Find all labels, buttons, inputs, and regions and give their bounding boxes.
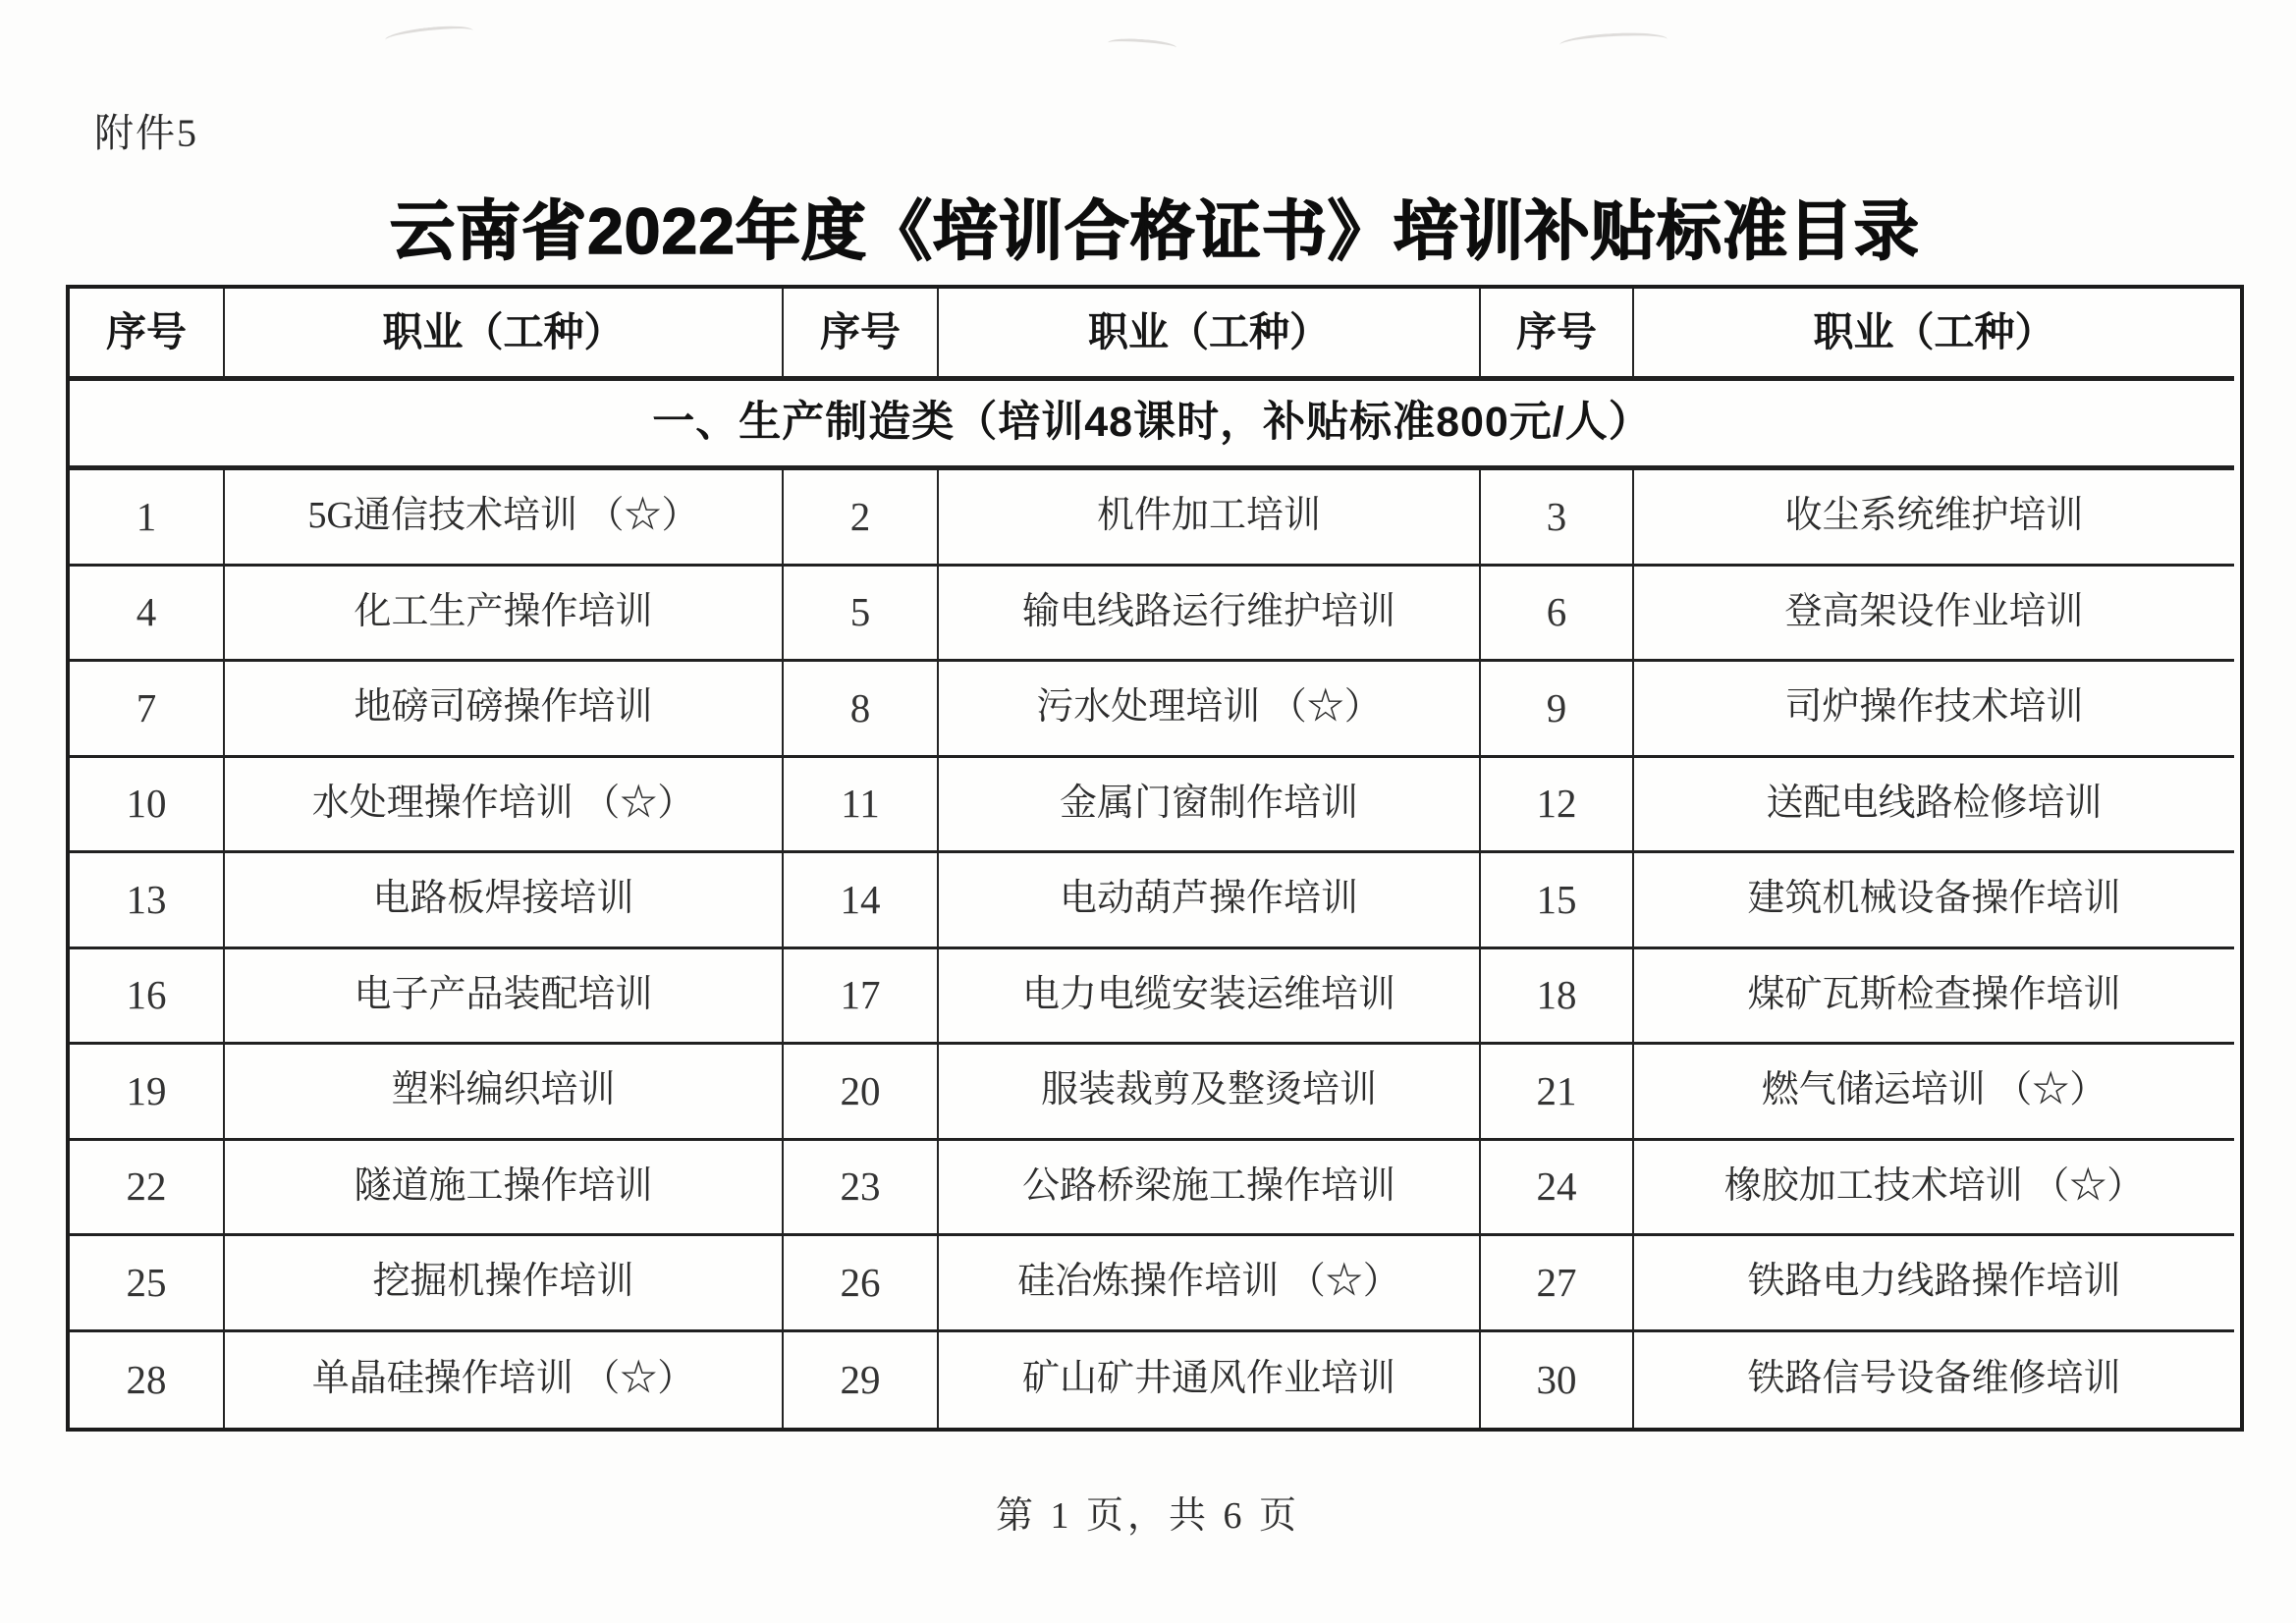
row-no: 4 — [70, 567, 225, 663]
row-no: 29 — [784, 1332, 939, 1429]
row-no: 12 — [1481, 758, 1634, 854]
row-occupation: 水处理操作培训 （☆） — [225, 758, 784, 854]
subsidy-catalog-table — [66, 285, 2244, 1432]
column-header-no-3: 序号 — [1481, 289, 1634, 381]
section-header-manufacturing: 一、生产制造类（培训48课时，补贴标准800元/人） — [70, 381, 2234, 470]
row-no: 2 — [784, 470, 939, 567]
row-no: 20 — [784, 1045, 939, 1141]
row-occupation: 公路桥梁施工操作培训 — [939, 1141, 1481, 1237]
row-no: 6 — [1481, 567, 1634, 663]
row-no: 19 — [70, 1045, 225, 1141]
row-no: 1 — [70, 470, 225, 567]
page-title: 云南省2022年度《培训合格证书》培训补贴标准目录 — [390, 194, 1920, 267]
row-occupation: 隧道施工操作培训 — [225, 1141, 784, 1237]
column-header-occupation-2: 职业（工种） — [939, 289, 1481, 381]
row-occupation: 电路板焊接培训 — [225, 853, 784, 949]
row-occupation: 机件加工培训 — [939, 470, 1481, 567]
row-no: 26 — [784, 1236, 939, 1332]
row-no: 27 — [1481, 1236, 1634, 1332]
column-header-occupation-1: 职业（工种） — [225, 289, 784, 381]
row-no: 10 — [70, 758, 225, 854]
row-occupation: 建筑机械设备操作培训 — [1634, 853, 2234, 949]
row-no: 13 — [70, 853, 225, 949]
row-occupation: 司炉操作技术培训 — [1634, 662, 2234, 758]
row-occupation: 金属门窗制作培训 — [939, 758, 1481, 854]
row-occupation: 塑料编织培训 — [225, 1045, 784, 1141]
row-occupation: 送配电线路检修培训 — [1634, 758, 2234, 854]
row-no: 9 — [1481, 662, 1634, 758]
page-number: 第 1 页，共 6 页 — [995, 1495, 1300, 1537]
row-no: 25 — [70, 1236, 225, 1332]
column-header-occupation-3: 职业（工种） — [1634, 289, 2234, 381]
row-no: 15 — [1481, 853, 1634, 949]
row-occupation: 矿山矿井通风作业培训 — [939, 1332, 1481, 1429]
row-no: 3 — [1481, 470, 1634, 567]
row-no: 28 — [70, 1332, 225, 1429]
row-occupation: 挖掘机操作培训 — [225, 1236, 784, 1332]
column-header-no-2: 序号 — [784, 289, 939, 381]
row-occupation: 服装裁剪及整烫培训 — [939, 1045, 1481, 1141]
row-occupation: 5G通信技术培训 （☆） — [225, 470, 784, 567]
row-occupation: 铁路信号设备维修培训 — [1747, 1358, 2121, 1400]
column-header-no-1: 序号 — [70, 289, 225, 381]
row-occupation: 橡胶加工技术培训 （☆） — [1634, 1141, 2234, 1237]
row-no: 21 — [1481, 1045, 1634, 1141]
row-no: 30 — [1481, 1332, 1634, 1429]
row-no: 18 — [1481, 949, 1634, 1046]
row-occupation: 化工生产操作培训 — [225, 567, 784, 663]
row-occupation: 登高架设作业培训 — [1634, 567, 2234, 663]
row-no: 7 — [70, 662, 225, 758]
row-occupation: 地磅司磅操作培训 — [225, 662, 784, 758]
row-occupation: 污水处理培训 （☆） — [939, 662, 1481, 758]
row-no: 5 — [784, 567, 939, 663]
row-occupation: 单晶硅操作培训 （☆） — [225, 1332, 784, 1429]
row-no: 14 — [784, 853, 939, 949]
attachment-label: 附件5 — [94, 111, 198, 155]
row-no: 17 — [784, 949, 939, 1046]
row-occupation: 煤矿瓦斯检查操作培训 — [1634, 949, 2234, 1046]
row-no: 24 — [1481, 1141, 1634, 1237]
row-no: 22 — [70, 1141, 225, 1237]
row-no: 16 — [70, 949, 225, 1046]
row-occupation: 铁路电力线路操作培训 — [1634, 1236, 2234, 1332]
row-occupation: 硅冶炼操作培训 （☆） — [939, 1236, 1481, 1332]
row-occupation: 燃气储运培训 （☆） — [1634, 1045, 2234, 1141]
row-no: 23 — [784, 1141, 939, 1237]
row-no: 8 — [784, 662, 939, 758]
scan-artifact — [1108, 37, 1177, 54]
row-occupation: 电力电缆安装运维培训 — [939, 949, 1481, 1046]
row-occupation: 输电线路运行维护培训 — [939, 567, 1481, 663]
scan-artifact — [1559, 30, 1668, 54]
row-occupation: 收尘系统维护培训 — [1634, 470, 2234, 567]
row-occupation: 电子产品装配培训 — [225, 949, 784, 1046]
scan-artifact — [384, 23, 473, 47]
row-no: 11 — [784, 758, 939, 854]
row-occupation: 电动葫芦操作培训 — [939, 853, 1481, 949]
